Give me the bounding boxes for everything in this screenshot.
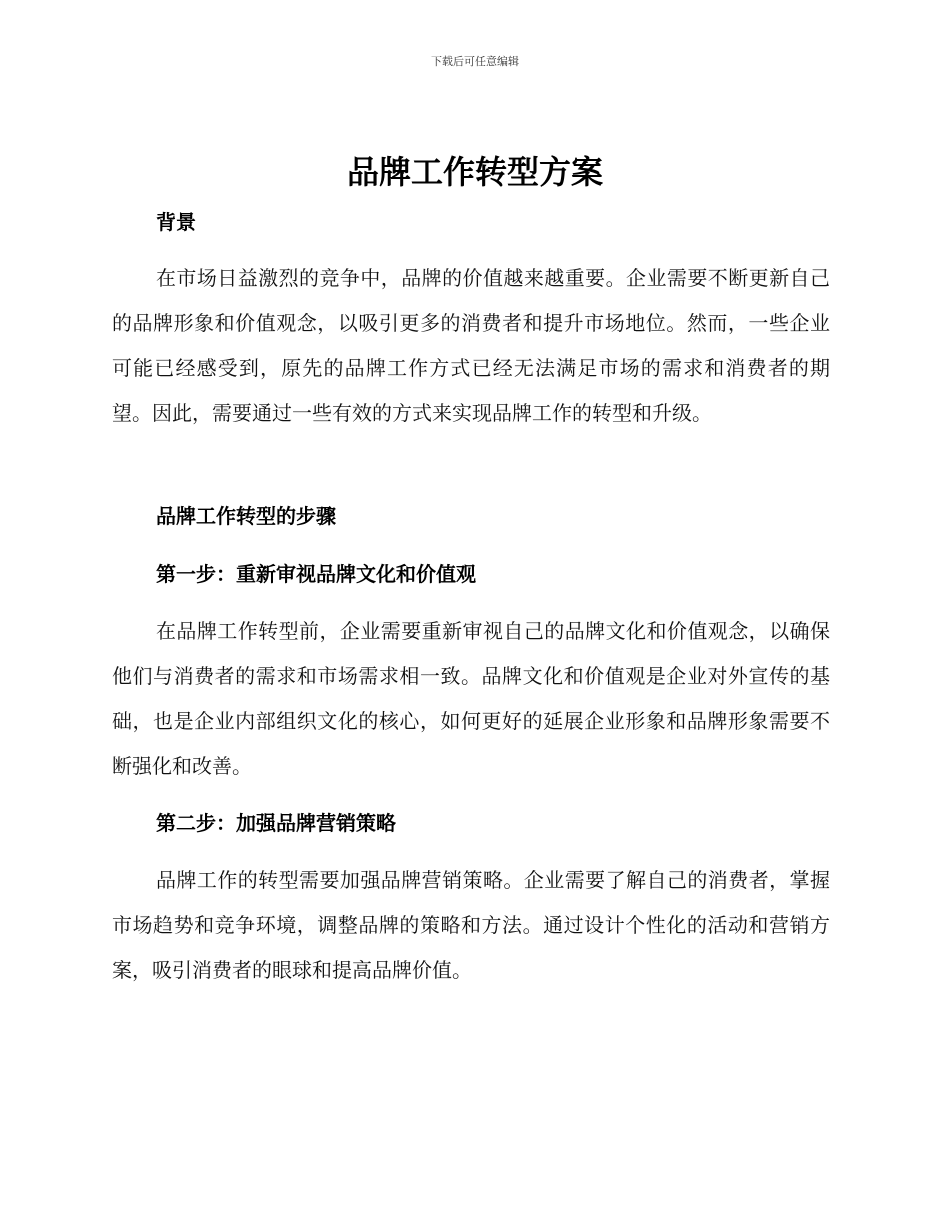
document-title: 品牌工作转型方案 bbox=[346, 153, 603, 191]
section-heading-step1: 第一步：重新审视品牌文化和价值观 bbox=[156, 562, 476, 586]
paragraph-step2: 品牌工作的转型需要加强品牌营销策略。企业需要了解自己的消费者，掌握市场趋势和竞争环境，调整品牌的策略和方法。通过设计个性化的活动和营销方案，吸引消费者的眼球和提高品牌价值。 bbox=[112, 868, 830, 982]
section-heading-step2: 第二步：加强品牌营销策略 bbox=[156, 811, 396, 835]
paragraph-step1: 在品牌工作转型前，企业需要重新审视自己的品牌文化和价值观念，以确保他们与消费者的需求和市场需求相一致。品牌文化和价值观是企业对外宣传的基础，也是企业内部组织文化的核心，如何更好的延展企业形象和品牌形象需要不断强化和改善。 bbox=[112, 619, 830, 778]
section-heading-steps: 品牌工作转型的步骤 bbox=[156, 504, 336, 528]
page-header-note: 下载后可任意编辑 bbox=[431, 55, 519, 68]
section-heading-background: 背景 bbox=[156, 210, 196, 234]
paragraph-background: 在市场日益激烈的竞争中，品牌的价值越来越重要。企业需要不断更新自己的品牌形象和价值观念，以吸引更多的消费者和提升市场地位。然而，一些企业可能已经感受到，原先的品牌工作方式已经无法满足市场的需求和消费者的期望。因此，需要通过一些有效的方式来实现品牌工作的转型和升级。 bbox=[112, 266, 830, 425]
